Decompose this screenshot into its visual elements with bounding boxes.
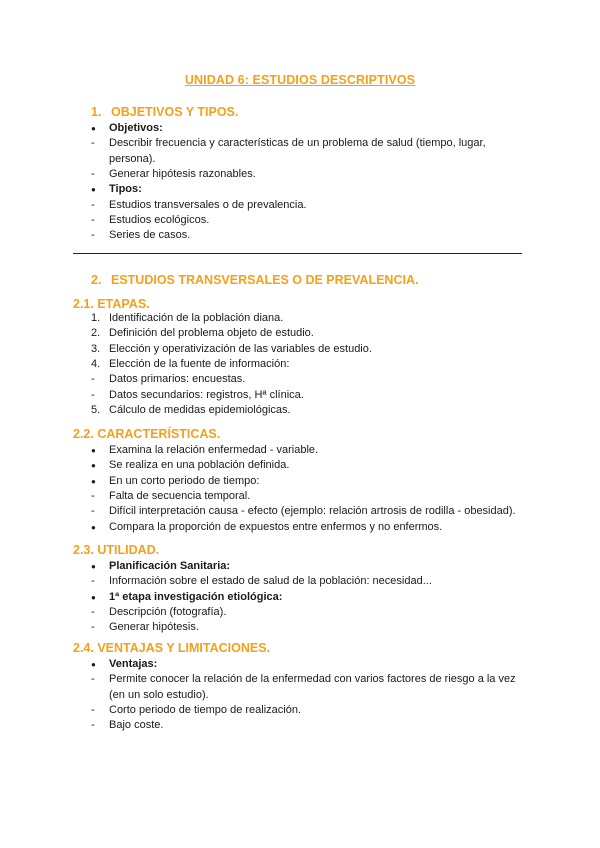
bullet-icon: ● [91, 185, 96, 195]
list-marker: - [91, 137, 95, 150]
list-item-text: Definición del problema objeto de estudio. [109, 327, 314, 340]
list-marker: 2. [91, 327, 101, 340]
list-item [91, 326, 314, 341]
section-1-heading [91, 105, 238, 119]
list-item [91, 520, 442, 535]
section-1-number: 1. [91, 105, 102, 119]
bullet-icon: ● [91, 660, 96, 669]
list-marker: - [91, 373, 95, 386]
list-item-text: Elección de la fuente de información: [109, 357, 290, 370]
list-item [91, 443, 318, 458]
section-2-4-heading: 2.4. VENTAJAS Y LIMITACIONES. [73, 641, 271, 655]
divider [73, 253, 522, 254]
list-item [91, 703, 301, 718]
list-marker: - [91, 489, 95, 502]
bullet-icon: ● [91, 476, 96, 486]
list-marker: - [91, 673, 95, 686]
list-item [91, 167, 256, 182]
section-2-1-heading: 2.1. ETAPAS. [73, 297, 150, 311]
list-marker: 1. [91, 312, 101, 324]
list-marker: - [91, 605, 95, 618]
list-item-text: persona). [109, 152, 156, 165]
list-marker: 3. [91, 342, 101, 355]
list-item-text: Compara la proporción de expuestos entre enfermos y no enfermos. [109, 520, 443, 533]
list-marker: - [91, 505, 95, 518]
section-2-number: 2. [91, 273, 102, 287]
list-item [91, 228, 190, 243]
list-item-text: Estudios ecológicos. [109, 213, 210, 226]
list-item [91, 311, 283, 326]
list-item [91, 213, 209, 228]
list-item [91, 372, 245, 387]
bullet-icon: ● [91, 592, 96, 602]
list-item-text: Tipos: [109, 183, 142, 196]
list-marker: - [91, 229, 95, 242]
list-item-text: Planificación Sanitaria: [109, 560, 231, 572]
list-item [91, 357, 289, 372]
list-item-text: Permite conocer la relación de la enfermedad con varios factores de riesgo a la vez [109, 673, 516, 686]
bullet-icon: ● [91, 124, 96, 133]
list-item-text: Examina la relación enfermedad - variable. [109, 444, 319, 456]
list-item-text: Bajo coste. [109, 719, 164, 732]
list-marker: - [91, 167, 95, 180]
list-item [91, 198, 307, 213]
list-item-text: Cálculo de medidas epidemiológicas. [109, 403, 291, 416]
list-marker: - [91, 388, 95, 401]
section-2-title: ESTUDIOS TRANSVERSALES O DE PREVALENCIA. [111, 273, 419, 287]
list-item [91, 718, 163, 733]
list-marker: - [91, 703, 95, 716]
list-item-text: Información sobre el estado de salud de la población: necesidad... [109, 575, 432, 588]
list-item [91, 590, 282, 605]
bullet-icon: ● [91, 461, 96, 471]
list-item [91, 388, 304, 403]
list-item-text: Identificación de la población diana. [109, 312, 284, 324]
list-item [91, 121, 163, 136]
bullet-icon: ● [91, 446, 96, 455]
bullet-icon: ● [91, 562, 96, 571]
list-item [91, 574, 432, 589]
list-item [91, 474, 259, 489]
list-item [91, 672, 516, 687]
bullet-icon: ● [91, 522, 96, 532]
list-item-text: Ventajas: [109, 658, 158, 670]
section-2-2-heading: 2.2. CARACTERÍSTICAS. [73, 427, 221, 441]
list-item [91, 152, 155, 167]
list-item-text: Corto periodo de tiempo de realización. [109, 703, 302, 716]
list-marker: - [91, 621, 95, 634]
list-item-text: Estudios transversales o de prevalencia. [109, 198, 307, 211]
list-item-text: Falta de secuencia temporal. [109, 489, 251, 502]
list-item-text: Difícil interpretación causa - efecto (ejemplo: relación artrosis de rodilla - obesidad). [109, 505, 516, 518]
list-item-text: (en un solo estudio). [109, 688, 209, 701]
list-item [91, 559, 230, 574]
list-item [91, 605, 226, 620]
list-item [91, 688, 209, 703]
list-item-text: Elección y operativización de las variables de estudio. [109, 342, 372, 355]
list-item [91, 504, 516, 519]
list-marker: 5. [91, 403, 101, 416]
list-item-text: Generar hipótesis razonables. [109, 167, 256, 180]
list-item [91, 342, 372, 357]
list-item-text: Objetivos: [109, 122, 163, 134]
section-2-3-heading: 2.3. UTILIDAD. [73, 543, 160, 557]
list-marker: - [91, 719, 95, 732]
list-item-text: Descripción (fotografía). [109, 605, 227, 618]
list-marker: - [91, 213, 95, 226]
list-marker: - [91, 575, 95, 588]
list-item [91, 136, 486, 151]
list-marker: - [91, 198, 95, 211]
list-item-text: Datos primarios: encuestas. [109, 373, 246, 386]
list-item-text: En un corto periodo de tiempo: [109, 474, 260, 487]
list-item [91, 458, 289, 473]
list-item [91, 182, 142, 197]
page-title: UNIDAD 6: ESTUDIOS DESCRIPTIVOS [184, 73, 416, 87]
section-1-title: OBJETIVOS Y TIPOS. [111, 105, 239, 119]
list-item [91, 620, 199, 635]
list-item [91, 657, 157, 672]
section-2-heading [91, 273, 418, 287]
list-item-text: 1ª etapa investigación etiológica: [109, 590, 283, 603]
list-item-text: Se realiza en una población definida. [109, 459, 290, 472]
list-item-text: Generar hipótesis. [109, 621, 199, 634]
list-item-text: Describir frecuencia y características de un problema de salud (tiempo, lugar, [109, 137, 486, 150]
list-item-text: Series de casos. [109, 229, 191, 242]
list-item [91, 489, 250, 504]
list-item-text: Datos secundarios: registros, Hª clínica. [109, 388, 304, 401]
list-marker: 4. [91, 357, 101, 370]
list-item [91, 403, 291, 418]
